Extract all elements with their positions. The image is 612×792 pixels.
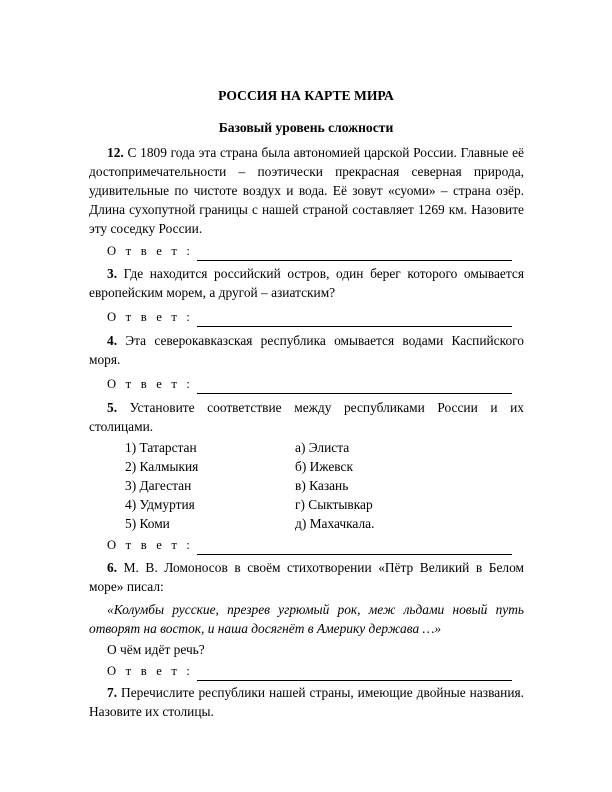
question-number: 4. xyxy=(107,333,118,348)
capital-item: б) Ижевск xyxy=(295,459,354,474)
question-number: 5. xyxy=(107,400,118,415)
question-6 xyxy=(89,558,524,681)
answer-label: О т в е т : xyxy=(107,244,194,258)
capital-item: д) Махачкала. xyxy=(295,516,375,531)
answer-label: О т в е т : xyxy=(107,664,194,678)
answer-row xyxy=(107,242,524,261)
republic-item: 3) Дагестан xyxy=(125,478,192,493)
poem-quote: «Колумбы русские, презрев угрюмый рок, меж льдами новый путь отворят на восток, и наша досягнёт в Америку держава …» xyxy=(89,602,524,636)
page-title: РОССИЯ НА КАРТЕ МИРА xyxy=(218,88,394,103)
matching-row xyxy=(89,438,524,457)
answer-field[interactable] xyxy=(197,313,512,327)
matching-row xyxy=(89,495,524,514)
republic-item: 2) Калмыкия xyxy=(125,459,199,474)
question-7 xyxy=(89,683,524,721)
question-5-text xyxy=(89,398,524,436)
answer-label: О т в е т : xyxy=(107,310,194,324)
question-body: Перечислите республики нашей страны, имеющие двойные названия. Назовите их столицы. xyxy=(89,685,524,719)
question-12 xyxy=(89,143,524,261)
question-prompt: О чём идёт речь? xyxy=(107,642,205,657)
answer-row xyxy=(107,662,524,681)
answer-field[interactable] xyxy=(197,541,512,555)
republic-item: 1) Татарстан xyxy=(125,440,197,455)
matching-row xyxy=(89,476,524,495)
question-4 xyxy=(89,331,524,394)
republic-item: 4) Удмуртия xyxy=(125,497,195,512)
question-body: Где находится российский остров, один берег которого омывается европейским морем, а другой – азиатским? xyxy=(89,266,524,300)
question-body: М. В. Ломоносов в своём стихотворении «Пётр Великий в Белом море» писал: xyxy=(89,560,524,594)
answer-label: О т в е т : xyxy=(107,377,194,391)
question-3 xyxy=(89,264,524,327)
matching-list xyxy=(89,438,524,533)
matching-row xyxy=(89,457,524,476)
answer-field[interactable] xyxy=(197,247,512,261)
page-subtitle: Базовый уровень сложности xyxy=(218,120,394,135)
answer-label: О т в е т : xyxy=(107,538,194,552)
answer-field[interactable] xyxy=(197,380,512,394)
capital-item: в) Казань xyxy=(295,478,349,493)
answer-row xyxy=(107,375,524,394)
question-7-text xyxy=(89,683,524,721)
question-number: 7. xyxy=(107,685,118,700)
capital-item: а) Элиста xyxy=(295,440,350,455)
question-4-text xyxy=(89,331,524,369)
answer-field[interactable] xyxy=(197,667,512,681)
question-body: С 1809 года эта страна была автономией царской России. Главные её достопримечательности – поэтически прекрасная северная природа, удивительные по чистоте воздух и вода. Её зовут «суоми» – страна озёр. Длина сухопутной границы с нашей страной составляет 1269 км. Назовите эту соседку России. xyxy=(89,145,524,236)
answer-row xyxy=(107,536,524,555)
question-body: Эта северокавказская республика омывается водами Каспийского моря. xyxy=(89,333,524,367)
question-body: Установите соответствие между республиками России и их столицами. xyxy=(89,400,524,434)
capital-item: г) Сыктывкар xyxy=(295,497,373,512)
republic-item: 5) Коми xyxy=(125,516,170,531)
question-5 xyxy=(89,398,524,555)
question-3-text xyxy=(89,264,524,302)
matching-row xyxy=(89,514,524,533)
question-12-text xyxy=(89,143,524,238)
question-number: 3. xyxy=(107,266,118,281)
answer-row xyxy=(107,308,524,327)
question-number: 6. xyxy=(107,560,118,575)
question-number: 12. xyxy=(107,145,124,160)
question-6-text xyxy=(89,558,524,596)
